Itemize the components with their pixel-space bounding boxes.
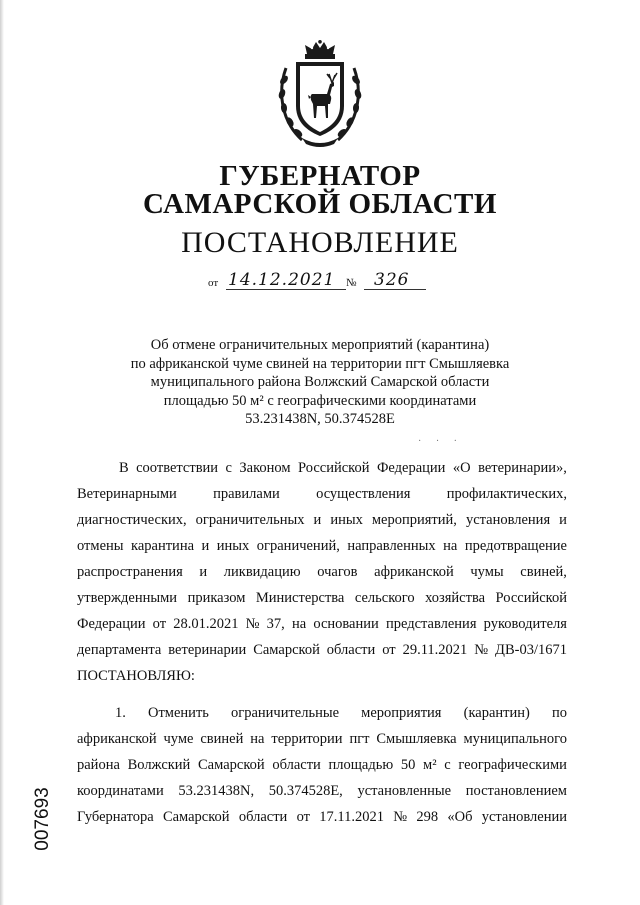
body-line: отмены карантина и иных ограничений, направленных на предотвращение (77, 538, 567, 554)
body-line: департамента ветеринарии Самарской области от 29.11.2021 № ДВ-03/1671 (77, 642, 567, 658)
subject-line: Об отмене ограничительных мероприятий (карантина) (150, 337, 490, 353)
date-number-line (208, 270, 448, 292)
coat-of-arms-icon (272, 40, 368, 148)
body-line: района Волжский Самарской области площадью 50 м² с географическими (77, 757, 567, 773)
body-paragraph-1 (77, 455, 567, 689)
issuer-title-line-1: ГУБЕРНАТОР (219, 160, 421, 192)
body-line: В соответствии с Законом Российской Федерации «О ветеринарии», (119, 460, 567, 476)
side-number-text: 007693 (32, 787, 53, 851)
body-line: африканской чуме свиней на территории пгт Смышляевка муниципального (77, 731, 567, 747)
subject-line: муниципального района Волжский Самарской области (150, 374, 490, 390)
registration-side-number (31, 780, 53, 860)
body-line: Губернатора Самарской области от 17.11.2021 № 298 «Об установлении (77, 809, 567, 825)
body-paragraph-2 (77, 700, 567, 830)
body-line: Ветеринарными правилами осуществления профилактических, (77, 486, 567, 502)
body-line: 1. Отменить ограничительные мероприятия (карантин) по (115, 705, 567, 721)
scan-specks: · · · (418, 436, 463, 447)
body-line: ПОСТАНОВЛЯЮ: (77, 668, 195, 684)
subject-line: по африканской чуме свиней на территории пгт Смышляевка (130, 355, 510, 372)
body-line: Федерации от 28.01.2021 № 37, на основании представления руководителя (77, 616, 567, 632)
document-number: 326 (374, 270, 410, 290)
number-label: № (346, 277, 357, 289)
body-line: утвержденными приказом Министерства сельского хозяйства Российской (77, 590, 567, 606)
subject-line: площадью 50 м² с географическими координатами (163, 392, 477, 409)
document-date: 14.12.2021 (228, 270, 336, 290)
body-line: координатами 53.231438N, 50.374528E, установленные постановлением (77, 783, 567, 799)
document-type-title: ПОСТАНОВЛЕНИЕ (181, 226, 459, 259)
body-line: распространения и ликвидацию очагов африканской чумы свиней, (77, 564, 567, 580)
issuer-title-line-2: САМАРСКОЙ ОБЛАСТИ (143, 188, 497, 220)
scan-edge-shadow (0, 0, 4, 905)
body-line: диагностических, ограничительных и иных мероприятий, установления и (77, 512, 567, 528)
document-subject (100, 336, 540, 429)
date-from-label: от (208, 277, 219, 289)
subject-line: 53.231438N, 50.374528E (245, 411, 395, 427)
